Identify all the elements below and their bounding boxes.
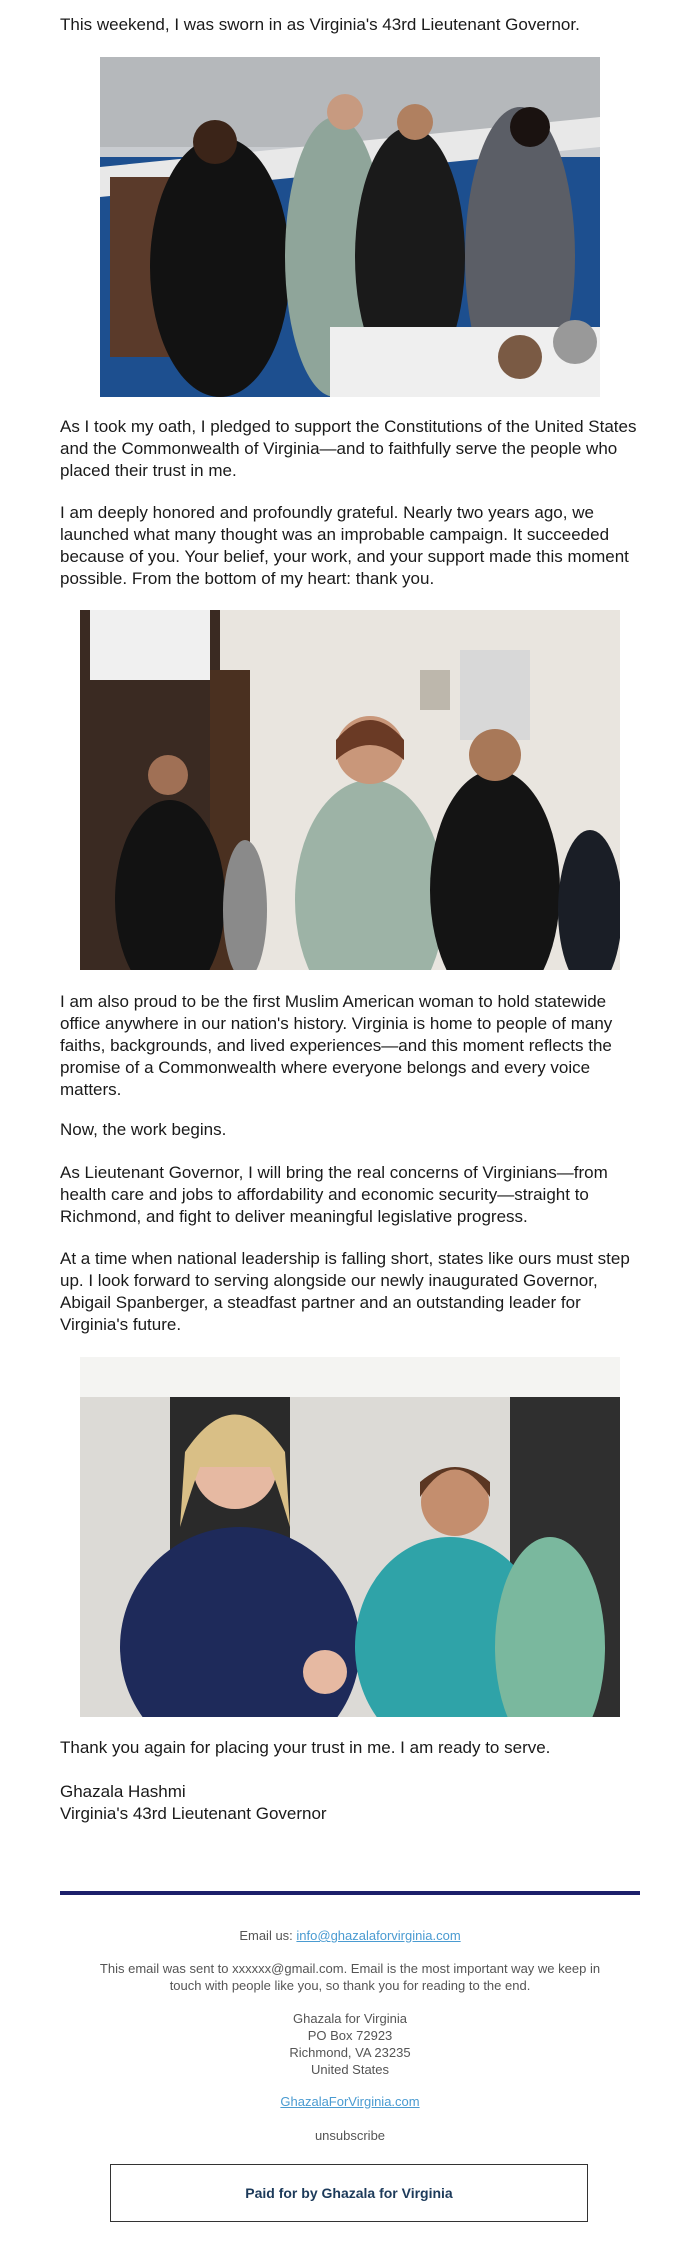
paragraph-oath: As I took my oath, I pledged to support the Constitutions of the United States and the Commonwealth of Virginia—and to faithfully serve the people who placed their trust in me. (60, 417, 637, 480)
email-link[interactable]: info@ghazalaforvirginia.com (296, 1928, 461, 1943)
footer-notice: This email was sent to xxxxxx@gmail.com. Email is the most important way we keep in touch with people like you, so thank you for reading to the end. (99, 1961, 601, 1993)
unsubscribe-link[interactable]: unsubscribe (314, 2128, 386, 2143)
address-org: Ghazala for Virginia (293, 2011, 407, 2026)
paid-for-disclaimer (110, 2164, 588, 2222)
website-link[interactable]: GhazalaForVirginia.com (280, 2094, 420, 2109)
paragraph-thank-you: Thank you again for placing your trust in me. I am ready to serve. (60, 1738, 551, 1757)
paragraph-lieutenant-governor: As Lieutenant Governor, I will bring the real concerns of Virginians—from health care and jobs to affordability and economic security—straight to Richmond, and fight to deliver meaningful legislative progress. (60, 1163, 608, 1226)
paragraph-first-muslim: I am also proud to be the first Muslim American woman to hold statewide office anywhere in our nation's history. Virginia is home to people of many faiths, backgrounds, and lived experiences—and this moment reflects the promise of a Commonwealth where everyone belongs and every voice matters. (60, 992, 613, 1099)
procession-photo (80, 610, 620, 970)
footer-unsubscribe (0, 2128, 700, 2143)
paragraph-national-leadership: At a time when national leadership is falling short, states like ours must step up. I look forward to serving alongside our newly inaugurated Governor, Abigail Spanberger, a steadfast partner and an outstanding leader for Virginia's future. (60, 1249, 630, 1334)
footer-email-line (0, 1928, 700, 1943)
signature-name: Ghazala Hashmi (60, 1782, 186, 1801)
address-po: PO Box 72923 (307, 2028, 393, 2043)
paragraph-grateful: I am deeply honored and profoundly grateful. Nearly two years ago, we launched what many thought was an improbable campaign. It succeeded because of you. Your belief, your work, and your support made this moment possible. From the bottom of my heart: thank you. (60, 503, 629, 588)
footer-divider (60, 1891, 640, 1895)
paragraph-work-begins: Now, the work begins. (60, 1120, 227, 1139)
address-city: Richmond, VA 23235 (289, 2045, 411, 2060)
email-label: Email us: (239, 1928, 293, 1943)
footer-address (0, 2010, 700, 2078)
intro-text: This weekend, I was sworn in as Virginia's 43rd Lieutenant Governor. (60, 15, 580, 34)
signature-title: Virginia's 43rd Lieutenant Governor (60, 1804, 327, 1823)
paid-for-text: Paid for by Ghazala for Virginia (245, 2185, 453, 2201)
swearing-in-photo (100, 57, 600, 397)
address-country: United States (310, 2062, 390, 2077)
footer-website (0, 2094, 700, 2109)
governor-photo (80, 1357, 620, 1717)
